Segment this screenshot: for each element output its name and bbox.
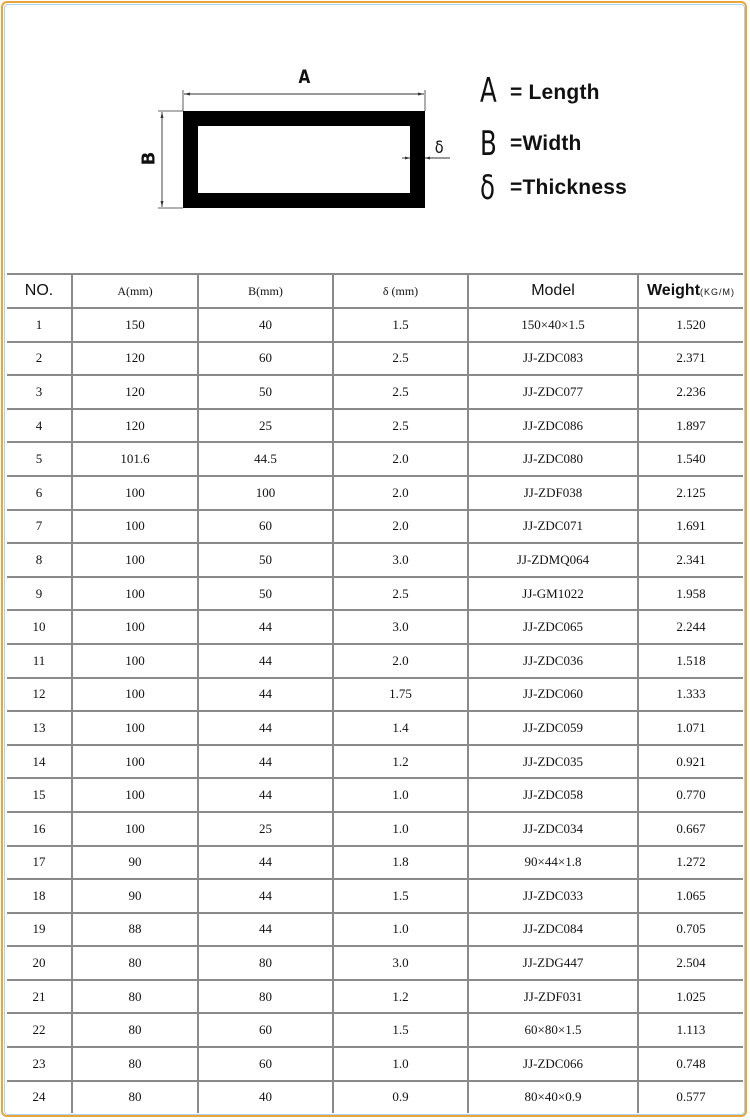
cell-no: 19 bbox=[7, 913, 72, 947]
cell-no: 17 bbox=[7, 846, 72, 880]
legend-symbol: δ bbox=[480, 168, 495, 208]
table-row bbox=[7, 375, 743, 409]
cell-thickness: 1.8 bbox=[333, 846, 468, 880]
cell-model: JJ-ZDF038 bbox=[468, 476, 638, 510]
table-row bbox=[7, 946, 743, 980]
table-row bbox=[7, 711, 743, 745]
column-header-thickness: δ (mm) bbox=[333, 274, 468, 308]
column-header-model: Model bbox=[468, 274, 638, 308]
cell-no: 10 bbox=[7, 610, 72, 644]
table-row bbox=[7, 409, 743, 443]
cell-a: 100 bbox=[72, 543, 198, 577]
column-header-a: A(mm) bbox=[72, 274, 198, 308]
cell-no: 23 bbox=[7, 1047, 72, 1081]
cell-model: JJ-ZDC033 bbox=[468, 879, 638, 913]
cell-a: 100 bbox=[72, 577, 198, 611]
cell-weight: 2.371 bbox=[638, 342, 743, 376]
table-row bbox=[7, 644, 743, 678]
profile-cross-section-icon bbox=[0, 0, 750, 272]
cell-weight: 1.518 bbox=[638, 644, 743, 678]
cell-weight: 0.705 bbox=[638, 913, 743, 947]
cell-b: 50 bbox=[198, 375, 333, 409]
weight-header-unit: (KG/M) bbox=[700, 287, 736, 297]
cell-weight: 1.691 bbox=[638, 510, 743, 544]
table-header-row bbox=[7, 274, 743, 308]
cell-thickness: 3.0 bbox=[333, 946, 468, 980]
cell-model: JJ-ZDC066 bbox=[468, 1047, 638, 1081]
cell-no: 16 bbox=[7, 812, 72, 846]
cell-no: 12 bbox=[7, 678, 72, 712]
table-row bbox=[7, 610, 743, 644]
table-row bbox=[7, 980, 743, 1014]
cell-a: 120 bbox=[72, 375, 198, 409]
cell-weight: 0.770 bbox=[638, 778, 743, 812]
table-row bbox=[7, 812, 743, 846]
table-row bbox=[7, 913, 743, 947]
cell-model: JJ-ZDC034 bbox=[468, 812, 638, 846]
cell-weight: 1.540 bbox=[638, 442, 743, 476]
cell-thickness: 1.0 bbox=[333, 1047, 468, 1081]
cell-a: 100 bbox=[72, 678, 198, 712]
cell-thickness: 2.5 bbox=[333, 409, 468, 443]
cell-b: 25 bbox=[198, 812, 333, 846]
cell-b: 50 bbox=[198, 543, 333, 577]
cell-weight: 2.341 bbox=[638, 543, 743, 577]
cell-thickness: 1.75 bbox=[333, 678, 468, 712]
table-row bbox=[7, 879, 743, 913]
table-row bbox=[7, 543, 743, 577]
weight-header-label: Weight bbox=[646, 282, 701, 299]
cell-model: JJ-ZDC084 bbox=[468, 913, 638, 947]
cell-b: 44 bbox=[198, 745, 333, 779]
cell-b: 60 bbox=[198, 342, 333, 376]
cell-weight: 1.025 bbox=[638, 980, 743, 1014]
cell-weight: 0.667 bbox=[638, 812, 743, 846]
cell-no: 4 bbox=[7, 409, 72, 443]
cell-no: 22 bbox=[7, 1013, 72, 1047]
cell-model: JJ-ZDMQ064 bbox=[468, 543, 638, 577]
cell-a: 100 bbox=[72, 644, 198, 678]
cell-a: 100 bbox=[72, 812, 198, 846]
cell-b: 44.5 bbox=[198, 442, 333, 476]
table-row bbox=[7, 778, 743, 812]
cell-model: JJ-ZDC059 bbox=[468, 711, 638, 745]
cell-weight: 0.921 bbox=[638, 745, 743, 779]
cell-thickness: 1.4 bbox=[333, 711, 468, 745]
cell-thickness: 0.9 bbox=[333, 1081, 468, 1114]
cell-a: 80 bbox=[72, 1081, 198, 1114]
cell-b: 44 bbox=[198, 711, 333, 745]
cell-b: 60 bbox=[198, 510, 333, 544]
cell-thickness: 1.0 bbox=[333, 913, 468, 947]
table-row bbox=[7, 745, 743, 779]
cell-a: 100 bbox=[72, 778, 198, 812]
table-row bbox=[7, 1047, 743, 1081]
table-row bbox=[7, 577, 743, 611]
cell-thickness: 1.2 bbox=[333, 980, 468, 1014]
cell-weight: 1.272 bbox=[638, 846, 743, 880]
table-body bbox=[7, 308, 743, 1113]
column-header-weight bbox=[638, 274, 743, 308]
cell-a: 100 bbox=[72, 745, 198, 779]
cell-no: 20 bbox=[7, 946, 72, 980]
cell-b: 100 bbox=[198, 476, 333, 510]
cell-thickness: 2.0 bbox=[333, 644, 468, 678]
cell-no: 21 bbox=[7, 980, 72, 1014]
cell-b: 44 bbox=[198, 913, 333, 947]
dimension-b-label: B bbox=[138, 151, 160, 166]
cell-no: 15 bbox=[7, 778, 72, 812]
cell-a: 90 bbox=[72, 846, 198, 880]
cell-b: 50 bbox=[198, 577, 333, 611]
cell-model: JJ-ZDC035 bbox=[468, 745, 638, 779]
cell-thickness: 2.5 bbox=[333, 375, 468, 409]
cell-a: 120 bbox=[72, 342, 198, 376]
column-header-b: B(mm) bbox=[198, 274, 333, 308]
cell-a: 150 bbox=[72, 308, 198, 342]
cell-model: JJ-ZDF031 bbox=[468, 980, 638, 1014]
cell-b: 60 bbox=[198, 1047, 333, 1081]
cell-model: JJ-ZDC080 bbox=[468, 442, 638, 476]
cell-weight: 1.520 bbox=[638, 308, 743, 342]
cell-no: 24 bbox=[7, 1081, 72, 1114]
cell-no: 14 bbox=[7, 745, 72, 779]
cell-no: 18 bbox=[7, 879, 72, 913]
cell-thickness: 1.5 bbox=[333, 308, 468, 342]
cell-weight: 1.065 bbox=[638, 879, 743, 913]
table-row bbox=[7, 1013, 743, 1047]
cell-model: JJ-ZDC058 bbox=[468, 778, 638, 812]
cell-thickness: 1.5 bbox=[333, 1013, 468, 1047]
cell-thickness: 2.0 bbox=[333, 476, 468, 510]
cell-weight: 2.244 bbox=[638, 610, 743, 644]
cell-weight: 1.897 bbox=[638, 409, 743, 443]
cell-weight: 0.577 bbox=[638, 1081, 743, 1114]
cell-b: 40 bbox=[198, 1081, 333, 1114]
cell-model: JJ-ZDC086 bbox=[468, 409, 638, 443]
cell-thickness: 3.0 bbox=[333, 543, 468, 577]
table-row bbox=[7, 308, 743, 342]
cell-weight: 2.504 bbox=[638, 946, 743, 980]
cell-thickness: 1.0 bbox=[333, 778, 468, 812]
legend-symbol: A bbox=[480, 71, 497, 111]
cell-weight: 2.125 bbox=[638, 476, 743, 510]
cell-thickness: 3.0 bbox=[333, 610, 468, 644]
cell-no: 13 bbox=[7, 711, 72, 745]
cell-weight: 1.113 bbox=[638, 1013, 743, 1047]
cell-model: 90×44×1.8 bbox=[468, 846, 638, 880]
cell-a: 100 bbox=[72, 711, 198, 745]
cell-no: 2 bbox=[7, 342, 72, 376]
cell-weight: 2.236 bbox=[638, 375, 743, 409]
cell-model: JJ-ZDC060 bbox=[468, 678, 638, 712]
legend-label: =Width bbox=[510, 132, 582, 155]
cell-b: 25 bbox=[198, 409, 333, 443]
cell-thickness: 1.5 bbox=[333, 879, 468, 913]
cell-model: JJ-ZDC036 bbox=[468, 644, 638, 678]
cell-a: 90 bbox=[72, 879, 198, 913]
cell-thickness: 2.5 bbox=[333, 342, 468, 376]
dimension-a-label: A bbox=[298, 66, 311, 88]
cell-b: 44 bbox=[198, 846, 333, 880]
cell-no: 9 bbox=[7, 577, 72, 611]
cell-b: 44 bbox=[198, 778, 333, 812]
cell-a: 80 bbox=[72, 1047, 198, 1081]
cell-b: 40 bbox=[198, 308, 333, 342]
cell-thickness: 1.0 bbox=[333, 812, 468, 846]
cell-model: JJ-ZDC071 bbox=[468, 510, 638, 544]
cell-no: 5 bbox=[7, 442, 72, 476]
table-row bbox=[7, 510, 743, 544]
table-row bbox=[7, 476, 743, 510]
cell-b: 80 bbox=[198, 946, 333, 980]
cell-a: 80 bbox=[72, 980, 198, 1014]
cell-a: 100 bbox=[72, 510, 198, 544]
table-row bbox=[7, 1081, 743, 1114]
cell-a: 100 bbox=[72, 610, 198, 644]
rectangular-tube-diagram bbox=[0, 0, 750, 272]
cell-b: 60 bbox=[198, 1013, 333, 1047]
cell-b: 44 bbox=[198, 678, 333, 712]
cell-a: 80 bbox=[72, 1013, 198, 1047]
cell-thickness: 2.0 bbox=[333, 510, 468, 544]
cell-b: 80 bbox=[198, 980, 333, 1014]
cell-model: JJ-ZDC083 bbox=[468, 342, 638, 376]
cell-b: 44 bbox=[198, 879, 333, 913]
cell-weight: 1.071 bbox=[638, 711, 743, 745]
table-row bbox=[7, 442, 743, 476]
cell-thickness: 2.5 bbox=[333, 577, 468, 611]
cell-weight: 0.748 bbox=[638, 1047, 743, 1081]
specification-table bbox=[7, 273, 743, 1113]
legend-label: = Length bbox=[510, 81, 600, 104]
cell-a: 80 bbox=[72, 946, 198, 980]
cell-model: 80×40×0.9 bbox=[468, 1081, 638, 1114]
cell-a: 120 bbox=[72, 409, 198, 443]
cell-no: 6 bbox=[7, 476, 72, 510]
cell-a: 100 bbox=[72, 476, 198, 510]
cell-model: 60×80×1.5 bbox=[468, 1013, 638, 1047]
cell-model: JJ-GM1022 bbox=[468, 577, 638, 611]
cell-no: 7 bbox=[7, 510, 72, 544]
cell-model: JJ-ZDC065 bbox=[468, 610, 638, 644]
legend-label: =Thickness bbox=[510, 176, 627, 199]
table-row bbox=[7, 342, 743, 376]
cell-b: 44 bbox=[198, 644, 333, 678]
cell-b: 44 bbox=[198, 610, 333, 644]
cell-model: JJ-ZDC077 bbox=[468, 375, 638, 409]
cell-thickness: 1.2 bbox=[333, 745, 468, 779]
cell-no: 8 bbox=[7, 543, 72, 577]
table-row bbox=[7, 678, 743, 712]
legend-symbol: B bbox=[480, 124, 497, 164]
cell-no: 3 bbox=[7, 375, 72, 409]
cell-model: JJ-ZDG447 bbox=[468, 946, 638, 980]
dimension-thickness-label: δ bbox=[434, 138, 444, 158]
cell-a: 101.6 bbox=[72, 442, 198, 476]
cell-a: 88 bbox=[72, 913, 198, 947]
cell-weight: 1.333 bbox=[638, 678, 743, 712]
column-header-no: NO. bbox=[7, 274, 72, 308]
cell-no: 11 bbox=[7, 644, 72, 678]
cell-weight: 1.958 bbox=[638, 577, 743, 611]
cell-thickness: 2.0 bbox=[333, 442, 468, 476]
table-row bbox=[7, 846, 743, 880]
cell-no: 1 bbox=[7, 308, 72, 342]
cell-model: 150×40×1.5 bbox=[468, 308, 638, 342]
